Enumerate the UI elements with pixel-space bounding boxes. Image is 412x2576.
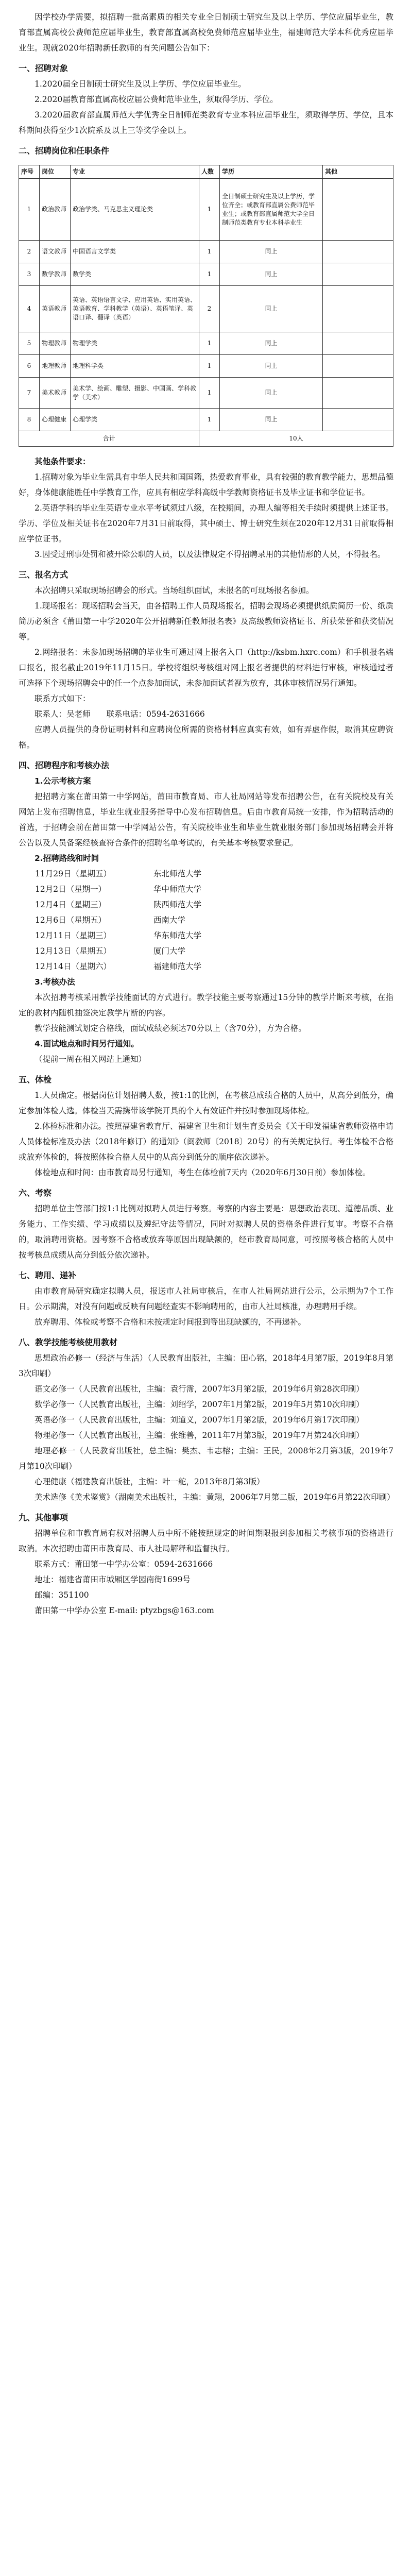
cell-major: 政治学类、马克思主义理论类 xyxy=(71,179,199,241)
step-1-title: 1.公示考核方案 xyxy=(35,776,91,786)
schedule-row xyxy=(35,959,201,974)
cell-other xyxy=(323,355,393,378)
cell-edu: 同上 xyxy=(220,409,323,431)
other-req-1: 1.招聘对象为毕业生需具有中华人民共和国国籍，热爱教育事业，具有较强的教育教学能力，思想品德好，身体健康能胜任中学教育工作，应具有相应学科高级中学教师资格证书及毕业证书和学位证书。 xyxy=(19,472,393,497)
hiring-text-2: 放弃聘用、体检或考察不合格和未按规定时间报到等出现缺额的，不再递补。 xyxy=(35,1317,306,1327)
hiring-text-1: 由市教育局研究确定拟聘人员，报送市人社局审核后，在市人社局网站进行公示，公示期为7个工作日。公示期满，对没有问题或反映有问题经查实不影响聘用的，由市人社局核准，办理聘用手续。 xyxy=(19,1286,393,1311)
cell-edu: 同上 xyxy=(220,241,323,263)
cell-no: 4 xyxy=(19,286,40,332)
cell-other xyxy=(323,263,393,286)
table-row xyxy=(19,355,393,378)
section-6-title: 六、考察 xyxy=(19,1188,52,1198)
signup-online: 2.网络报名：未参加现场招聘的毕业生可通过网上报名入口（http://ksbm.hxrc.com）和手机报名端口报名，报名截止2019年11月15日。学校将组织考核组对网上报名者提供的材料进行审核，审核通过者可选择下个现场招聘会中的任一个点参加面试，未参加面试者视为放弃，其体审核情况另行通知。 xyxy=(19,648,393,688)
cell-no: 2 xyxy=(19,241,40,263)
cell-other xyxy=(323,332,393,355)
cell-no: 1 xyxy=(19,179,40,241)
table-row xyxy=(19,286,393,332)
cell-major: 地理科学类 xyxy=(71,355,199,378)
step-4-text: （提前一周在相关网站上通知） xyxy=(35,1055,147,1064)
schedule-place: 华中师范大学 xyxy=(153,885,202,894)
textbook-item: 英语必修一（人民教育出版社，主编：刘道义，2007年1月第2版，2019年6月第17次印刷） xyxy=(35,1415,364,1425)
header-other: 其他 xyxy=(323,165,393,179)
section-8-title: 八、教学技能考核使用教材 xyxy=(19,1337,118,1347)
cell-no: 5 xyxy=(19,332,40,355)
cell-major: 中国语言文学类 xyxy=(71,241,199,263)
cell-major: 心理学类 xyxy=(71,409,199,431)
schedule-row xyxy=(35,882,201,897)
cell-num: 1 xyxy=(199,179,220,241)
cell-no: 3 xyxy=(19,263,40,286)
cell-other xyxy=(323,409,393,431)
schedule-place: 华东师范大学 xyxy=(153,931,202,940)
cell-num: 1 xyxy=(199,378,220,409)
section-9-title: 九、其他事项 xyxy=(19,1513,68,1522)
schedule-row xyxy=(35,897,201,912)
other-requirements-title: 其他条件要求： xyxy=(35,457,91,466)
section-1-title: 一、招聘对象 xyxy=(19,63,68,73)
cell-no: 6 xyxy=(19,355,40,378)
cell-no: 8 xyxy=(19,409,40,431)
table-row xyxy=(19,409,393,431)
textbook-item: 心理健康（福建教育出版社，主编：叶一舵，2013年8月第3版） xyxy=(35,1477,265,1486)
other-matters-text: 招聘单位和市教育局有权对招聘人员中所不能按照规定的时间期限报到参加相关考核事项的资格进行取消。本次招聘由莆田市教育局、市人社局解释和监督执行。 xyxy=(19,1529,393,1553)
cell-num: 2 xyxy=(199,286,220,332)
section-7-title: 七、聘用、递补 xyxy=(19,1270,77,1280)
total-label: 合计 xyxy=(19,431,199,447)
target-item-3: 3.2020届教育部直属师范大学优秀全日制师范类教育专业本科应届毕业生，须取得学历、学位，且本科期间获得至少1次院系及以上三等奖学金以上。 xyxy=(19,110,393,135)
textbook-item: 数学必修一（人民教育出版社，主编：刘绍学，2007年1月第2版，2019年5月第10次印刷） xyxy=(35,1400,364,1409)
jobs-table xyxy=(19,165,393,447)
signup-intro: 本次招聘只采取现场招聘会的形式。当场组织面试，未报名的可现场报名参加。 xyxy=(35,586,314,595)
cell-edu: 同上 xyxy=(220,286,323,332)
cell-num: 1 xyxy=(199,332,220,355)
header-post: 岗位 xyxy=(40,165,71,179)
cell-post: 美术教师 xyxy=(40,378,71,409)
cell-other xyxy=(323,378,393,409)
table-row xyxy=(19,378,393,409)
contact-heading: 联系方式如下： xyxy=(35,694,91,703)
step-3-text-2: 教学技能测试划定合格线，面试成绩必须达70分以上（含70分），方为合格。 xyxy=(35,1024,306,1033)
textbook-item: 思想政治必修一（经济与生活）（人民教育出版社，主编：田心铭，2018年4月第7版，2019年8月第3次印刷） xyxy=(19,1353,393,1378)
cell-num: 1 xyxy=(199,263,220,286)
textbook-item: 地理必修一（人民教育出版社，总主编：樊杰、韦志榕；主编：王民，2008年2月第3版，2019年7月第10次印刷） xyxy=(19,1446,393,1471)
step-2-title: 2.招聘路线和时间 xyxy=(35,854,99,863)
cell-edu: 同上 xyxy=(220,378,323,409)
intro-paragraph: 因学校办学需要，拟招聘一批高素质的相关专业全日制硕士研究生及以上学历、学位应届毕业生，教育部直属高校公费师范应届毕业生，教育部直属高校免费师范应届毕业生，福建师范大学本科优秀应届毕业生。现就2020年招聘新任教师的有关问题公告如下： xyxy=(19,12,393,53)
schedule-date: 11月29日（星期五） xyxy=(35,869,111,878)
cell-post: 政治教师 xyxy=(40,179,71,241)
schedule-place: 西南大学 xyxy=(153,916,186,925)
cell-post: 物理教师 xyxy=(40,332,71,355)
cell-edu: 同上 xyxy=(220,332,323,355)
cell-post: 语文教师 xyxy=(40,241,71,263)
exam-item-1: 1.人员确定。根据岗位计划招聘人数，按1:1的比例，在考核总成绩合格的人员中，从高分到低分，确定参加体检人选。体检当天需携带该学院开具的个人有效证件并按时参加现场体检。 xyxy=(19,1091,393,1115)
total-value: 10人 xyxy=(199,431,393,447)
other-req-2: 2.英语学科的毕业生英语专业水平考试须过八级，在校期间，办理人编等相关手续时须提供上述证书。学历、学位及相关证书在2020年7月31日前取得，其中硕士、博士研究生须在2020年12月31日前取得相应学位证书。 xyxy=(19,503,393,544)
schedule-date: 12月2日（星期一） xyxy=(35,885,107,894)
textbook-item: 物理必修一（人民教育出版社，主编：张维善，2011年7月第3版，2019年7月第24次印刷） xyxy=(35,1431,364,1440)
table-row xyxy=(19,179,393,241)
schedule-place: 陕西师范大学 xyxy=(153,900,202,909)
exam-item-2: 2.体检标准和办法。按照福建省教育厅、福建省卫生和计划生育委员会《关于印发福建省教师资格申请人员体检标准及办法（2018年修订）的通知》（闽教师〔2018〕20号）的有关规定执行。考生体检不合格或放弃体检的，将按照体检合格人员中的从高分到低分的顺序依次递补。 xyxy=(19,1122,393,1162)
schedule-place: 福建师范大学 xyxy=(153,962,202,971)
schedule-place: 厦门大学 xyxy=(153,946,186,956)
section-4-title: 四、招聘程序和考核办法 xyxy=(19,760,110,770)
table-row xyxy=(19,332,393,355)
cell-no: 7 xyxy=(19,378,40,409)
schedule-row xyxy=(35,866,201,882)
contact-email: 莆田第一中学办公室 E-mail: ptyzbgs@163.com xyxy=(35,1606,214,1615)
table-total-row xyxy=(19,431,393,447)
inspection-text: 招聘单位主管部门按1:1比例对拟聘人员进行考察。考察的内容主要是：思想政治表现、道德品质、业务能力、工作实绩、学习成绩以及遵纪守法等情况，同时对拟聘人员的资格条件进行复审。考察不合格的，取消聘用资格。因考察不合格或放弃等原因出现缺额的，经市教育局同意，可按照考核合格的人员中按考核总成绩从高分到低分依次递补。 xyxy=(19,1204,393,1260)
step-3-text: 本次招聘考核采用教学技能面试的方式进行。教学技能主要考察通过15分钟的教学片断来考核，在指定的教材内随机抽签决定教学片断的内容。 xyxy=(19,993,393,1018)
schedule-row xyxy=(35,943,201,959)
textbook-item: 美术选修《美术鉴赏》（湖南美术出版社，主编：黄翔，2006年7月第二版，2019年6月第22次印刷） xyxy=(35,1493,395,1502)
contact-person: 联系人：吴老师 联系电话：0594-2631666 xyxy=(35,709,205,719)
contact-postcode: 邮编：351100 xyxy=(35,1590,89,1600)
step-1-text: 把招聘方案在莆田第一中学网站，莆田市教育局、市人社局网站等发布招聘公告，在有关院校及有关网站上发布招聘信息，毕业生就业服务指导中心发布招聘信息。后由市教育局统一安排，作为招聘活动的首选，于招聘会前在莆田第一中学网站公告，有关院校毕业生和毕业生就业服务部门参加现场招聘会并将公告以及人员备案经核查符合条件的招聘名单考试的，有关基本考核要求登记。 xyxy=(19,792,393,848)
schedule-table xyxy=(35,866,201,974)
schedule-date: 12月11日（星期三） xyxy=(35,931,111,940)
exam-item-3: 体检地点和时间：由市教育局另行通知，考生在体检前7天内（2020年6月30日前）参加体检。 xyxy=(35,1168,371,1177)
signup-onsite: 1.现场报名：现场招聘会当天，由各招聘工作人员现场报名，招聘会现场必须提供纸质简历一份、纸质简历必须含《莆田第一中学2020年公开招聘新任教师报名表》及高级教师资格证书、所获荣誉和获奖情况等。 xyxy=(19,601,393,641)
cell-num: 1 xyxy=(199,409,220,431)
cell-other xyxy=(323,241,393,263)
cell-other xyxy=(323,179,393,241)
schedule-date: 12月4日（星期三） xyxy=(35,900,107,909)
cell-post: 英语教师 xyxy=(40,286,71,332)
schedule-date: 12月6日（星期五） xyxy=(35,916,107,925)
signup-warning: 应聘人员提供的身份证明材料和应聘岗位所需的资格材料应真实有效，如有弄虚作假，取消其应聘资格。 xyxy=(19,725,393,750)
section-3-title: 三、报名方式 xyxy=(19,570,68,580)
step-4-title: 4.面试地点和时间另行通知。 xyxy=(35,1039,139,1048)
contact-phone: 联系方式：莆田第一中学办公室：0594-2631666 xyxy=(35,1560,213,1569)
cell-other xyxy=(323,286,393,332)
schedule-row xyxy=(35,912,201,928)
contact-address: 地址：福建省莆田市城厢区学园南街1699号 xyxy=(35,1575,191,1584)
cell-edu: 同上 xyxy=(220,355,323,378)
cell-edu: 全日制硕士研究生及以上学历，学位齐全；或教育部直属公费师范毕业生；或教育部直属师范大学全日制师范类教育专业本科毕业生 xyxy=(220,179,323,241)
cell-num: 1 xyxy=(199,355,220,378)
header-major: 专业 xyxy=(71,165,199,179)
cell-major: 数学类 xyxy=(71,263,199,286)
cell-post: 数学教师 xyxy=(40,263,71,286)
table-header-row xyxy=(19,165,393,179)
section-5-title: 五、体检 xyxy=(19,1075,52,1084)
table-row xyxy=(19,241,393,263)
header-edu: 学历 xyxy=(220,165,323,179)
textbook-item: 语文必修一（人民教育出版社，主编：袁行霈，2007年3月第2版，2019年6月第28次印刷） xyxy=(35,1384,364,1394)
cell-post: 地理教师 xyxy=(40,355,71,378)
cell-num: 1 xyxy=(199,241,220,263)
target-item-2: 2.2020届教育部直属高校应届公费师范毕业生，须取得学历、学位。 xyxy=(35,95,278,104)
cell-edu: 同上 xyxy=(220,263,323,286)
cell-major: 美术学、绘画、雕塑、摄影、中国画、学科教学（美术） xyxy=(71,378,199,409)
schedule-row xyxy=(35,928,201,943)
target-item-1: 1.2020届全日制硕士研究生及以上学历、学位应届毕业生。 xyxy=(35,79,246,89)
schedule-date: 12月13日（星期五） xyxy=(35,946,111,956)
table-row xyxy=(19,263,393,286)
section-2-title: 二、招聘岗位和任职条件 xyxy=(19,146,110,156)
header-no: 序号 xyxy=(19,165,40,179)
cell-major: 物理学类 xyxy=(71,332,199,355)
schedule-date: 12月14日（星期六） xyxy=(35,962,111,971)
other-req-3: 3.因受过刑事处罚和被开除公职的人员，以及法律规定不得招聘录用的其他情形的人员，不得报名。 xyxy=(35,550,386,559)
cell-major: 英语、英语语言文学、应用英语、实用英语、英语教育、学科教学（英语）、英语笔译、英语口译、翻译（英语） xyxy=(71,286,199,332)
cell-post: 心理健康 xyxy=(40,409,71,431)
header-num: 人数 xyxy=(199,165,220,179)
schedule-place: 东北师范大学 xyxy=(153,869,202,878)
step-3-title: 3.考核办法 xyxy=(35,977,75,987)
